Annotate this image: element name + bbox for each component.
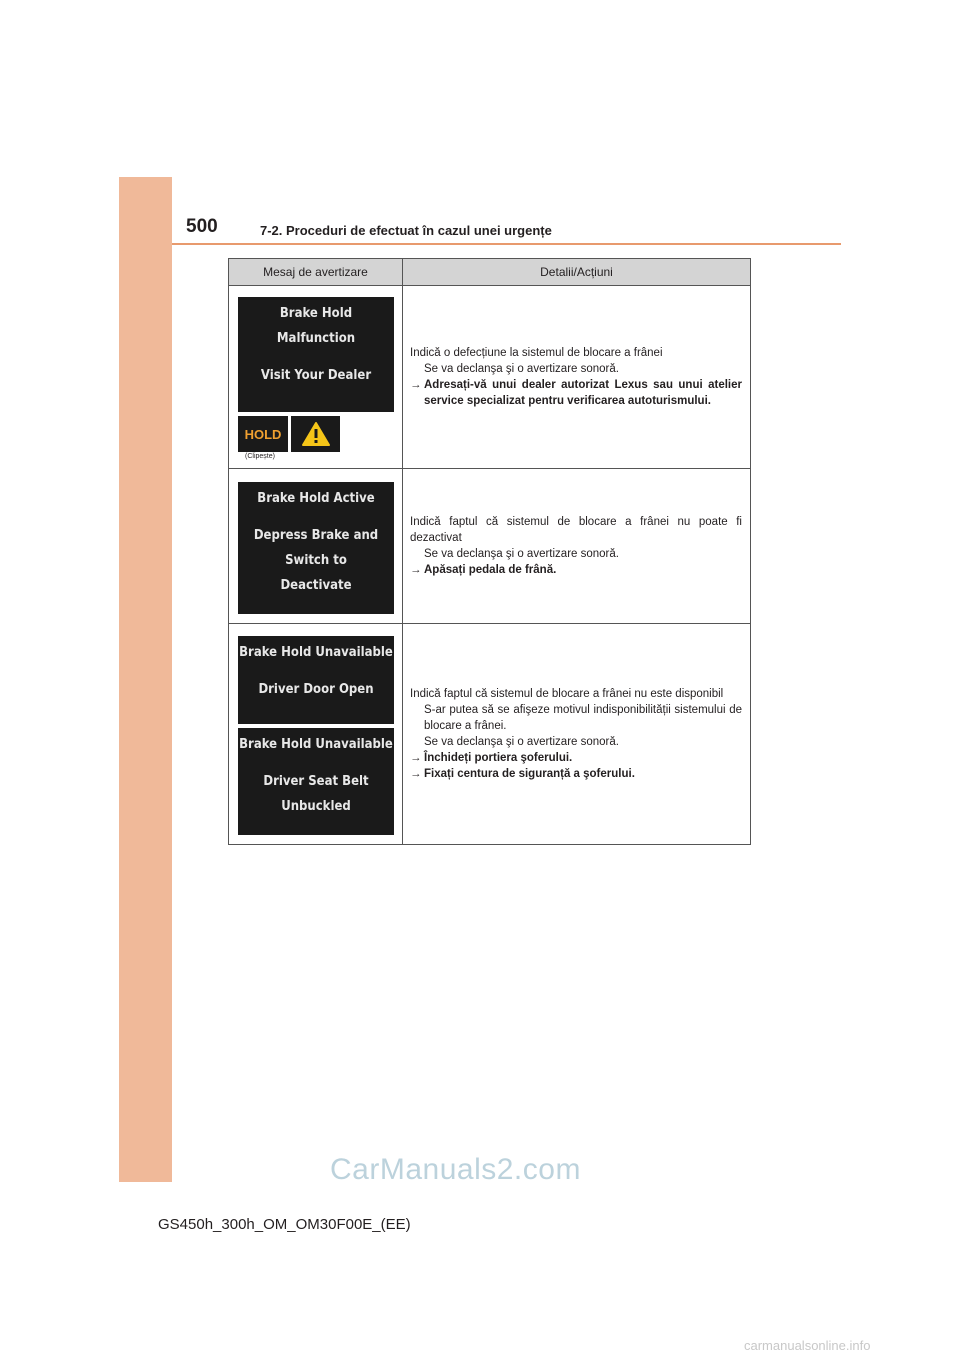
display-screen-active: Brake Hold Active Depress Brake and Switch to Deactivate [238, 482, 394, 614]
header-rule [172, 243, 841, 245]
table-row [229, 469, 751, 624]
page-number: 500 [186, 216, 218, 237]
table-row [229, 286, 751, 469]
watermark-site: carmanualsonline.info [744, 1338, 871, 1353]
display-screen-malfunction: Brake Hold Malfunction Visit Your Dealer [238, 297, 394, 412]
details-cell: Indică faptul că sistemul de blocare a frânei nu este disponibil S-ar putea să se afişeze motivul indisponibilității sistemului de blocare a frânei. Se va declanşa şi o avertizare sonoră. → Închideți portiera şoferului. → Fixați centura de siguranță a şoferului. [403, 624, 751, 845]
blink-note: (Clipește) [245, 453, 275, 460]
arrow-icon: → [410, 752, 422, 764]
col-header-details: Detalii/Acțiuni [403, 259, 751, 286]
section-title: 7-2. Proceduri de efectuat în cazul unei urgențe [260, 223, 552, 238]
warning-triangle-icon [291, 416, 340, 452]
model-code: GS450h_300h_OM_OM30F00E_(EE) [158, 1216, 411, 1233]
hold-indicator: HOLD [238, 416, 288, 452]
display-screen-door-open: Brake Hold Unavailable Driver Door Open [238, 636, 394, 724]
details-cell: Indică faptul că sistemul de blocare a frânei nu poate fi dezactivat Se va declanşa şi o avertizare sonoră. → Apăsați pedala de frână. [403, 469, 751, 624]
display-screen-seat-belt: Brake Hold Unavailable Driver Seat Belt Unbuckled [238, 728, 394, 835]
details-cell: Indică o defecțiune la sistemul de blocare a frânei Se va declanşa şi o avertizare sonoră. → Adresați-vă unui dealer autorizat Lexus sau unui atelier service specializat pentru verificarea autoturismului. [403, 286, 751, 469]
arrow-icon: → [410, 379, 422, 391]
col-header-message: Mesaj de avertizare [229, 259, 403, 286]
warning-table [228, 258, 751, 845]
table-row [229, 624, 751, 845]
arrow-icon: → [410, 768, 422, 780]
section-tab [119, 177, 172, 1182]
watermark: CarManuals2.com [330, 1153, 581, 1186]
arrow-icon: → [410, 564, 422, 576]
